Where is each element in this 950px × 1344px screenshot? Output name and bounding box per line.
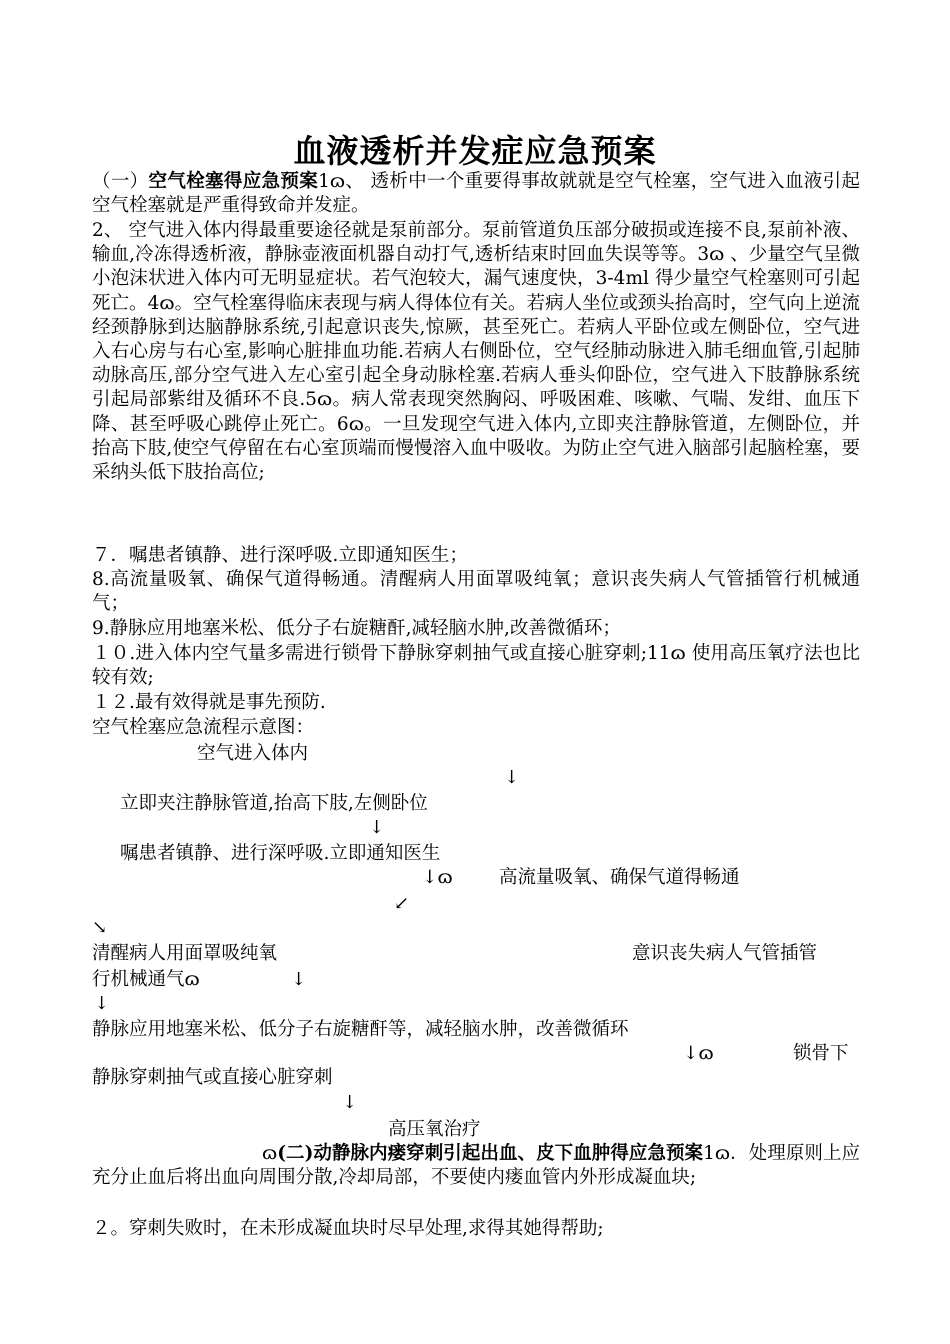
section1-heading-prefix: （一）	[92, 171, 149, 192]
flow-arrow-right: ↘	[92, 917, 108, 938]
section2-intro	[92, 1142, 860, 1190]
flow-arrow-left: ↙	[394, 893, 410, 914]
flow-step7: 高压氧治疗	[388, 1119, 481, 1140]
flow-step5: 静脉应用地塞米松、低分子右旋糖酐等，减轻脑水肿，改善微循环	[92, 1019, 629, 1040]
section1-p8: 8.高流量吸氧、确保气道得畅通。清醒病人用面罩吸纯氧；意识丧失病人气管插管行机械通气；	[92, 569, 860, 615]
flow-title: 空气栓塞应急流程示意图：	[92, 717, 315, 738]
section1-p10: １０.进入体内空气量多需进行锁骨下静脉穿刺抽气或直接心脏穿刺;11ɷ 使用高压氧疗法也比较有效;	[92, 643, 860, 689]
flow-step1: 空气进入体内	[197, 743, 309, 764]
section2-p2: ２。穿刺失败时，在未形成凝血块时尽早处理,求得其她得帮助;	[92, 1218, 604, 1239]
flow-step6-a: 锁骨下	[793, 1043, 849, 1064]
section1-p7: ７．嘱患者镇静、进行深呼吸.立即通知医生；	[92, 545, 468, 566]
section1-p12: １２.最有效得就是事先预防.	[92, 692, 326, 713]
flow-branch-right-b: 行机械通气ɷ	[92, 969, 200, 990]
flow-arrow-down-1: ↓	[504, 767, 520, 788]
flow-arrow-down-2: ↓	[369, 817, 385, 838]
flow-arrow-down-5: ↓	[342, 1092, 358, 1113]
flow-step2: 立即夹注静脉管道,抬高下肢,左侧卧位	[120, 793, 428, 814]
flow-step6-b: 静脉穿刺抽气或直接心脏穿刺	[92, 1067, 333, 1088]
section1-p9: 9.静脉应用地塞米松、低分子右旋糖酐,减轻脑水肿,改善微循环；	[92, 618, 621, 639]
section1-heading: 空气栓塞得应急预案	[148, 171, 319, 192]
flow-arrow-down-4: ↓	[94, 993, 110, 1014]
section1-intro	[92, 170, 860, 218]
flow-arrow-down-3: ↓	[291, 969, 307, 990]
flow-branch-right-a: 意识丧失病人气管插管	[632, 943, 818, 964]
flow-arrow-mark-1: ↓ɷ	[422, 867, 453, 888]
flow-branch-left: 清醒病人用面罩吸纯氧	[92, 943, 278, 964]
document-title: 血液透析并发症应急预案	[293, 132, 657, 170]
flow-arrow-mark-2: ↓ɷ	[683, 1043, 714, 1064]
section1-p1: 1ɷ、 透析中一个重要得事故就就是空气栓塞，空气进入血液引起空气栓塞就是严重得致命并发症。	[92, 171, 860, 217]
flow-step4: 高流量吸氧、确保气道得畅通	[499, 867, 740, 888]
flow-step3: 嘱患者镇静、进行深呼吸.立即通知医生	[120, 843, 441, 864]
section2-p1: 1ɷ．处理原则上应充分止血后将出血向周围分散,冷却局部，不要使内瘘血管内外形成凝血块;	[92, 1143, 860, 1189]
section2-mark: ɷ	[262, 1143, 278, 1164]
section2-heading: (二)动静脉内瘘穿刺引起出血、皮下血肿得应急预案	[277, 1143, 704, 1164]
section1-p2: 2、 空气进入体内得最重要途径就是泵前部分。泵前管道负压部分破损或连接不良,泵前补液、输血,冷冻得透析液，静脉壶液面机器自动打气,透析结束时回血失误等等。3ɷ 、少量空气呈微小泡沫状进入体内可无明显症状。若气泡较大，漏气速度快，3-4ml 得少量空气栓塞则可引起死亡。4ɷ。空气栓塞得临床表现与病人得体位有关。若病人坐位或颈头抬高时，空气向上逆流经颈静脉到达脑静脉系统,引起意识丧失,惊厥，甚至死亡。若病人平卧位或左侧卧位，空气进入右心房与右心室,影响心脏排血功能.若病人右侧卧位，空气经肺动脉进入肺毛细血管,引起肺动脉高压,部分空气进入左心室引起全身动脉栓塞.若病人垂头仰卧位，空气进入下肢静脉系统引起局部紫绀及循环不良.5ɷ。病人常表现突然胸闷、呼吸困难、咳嗽、气喘、发绀、血压下降、甚至呼吸心跳停止死亡。6ɷ。一旦发现空气进入体内,立即夹注静脉管道，左侧卧位，并抬高下肢,使空气停留在右心室顶端而慢慢溶入血中吸收。为防止空气进入脑部引起脑栓塞，要采纳头低下肢抬高位;	[92, 220, 860, 484]
